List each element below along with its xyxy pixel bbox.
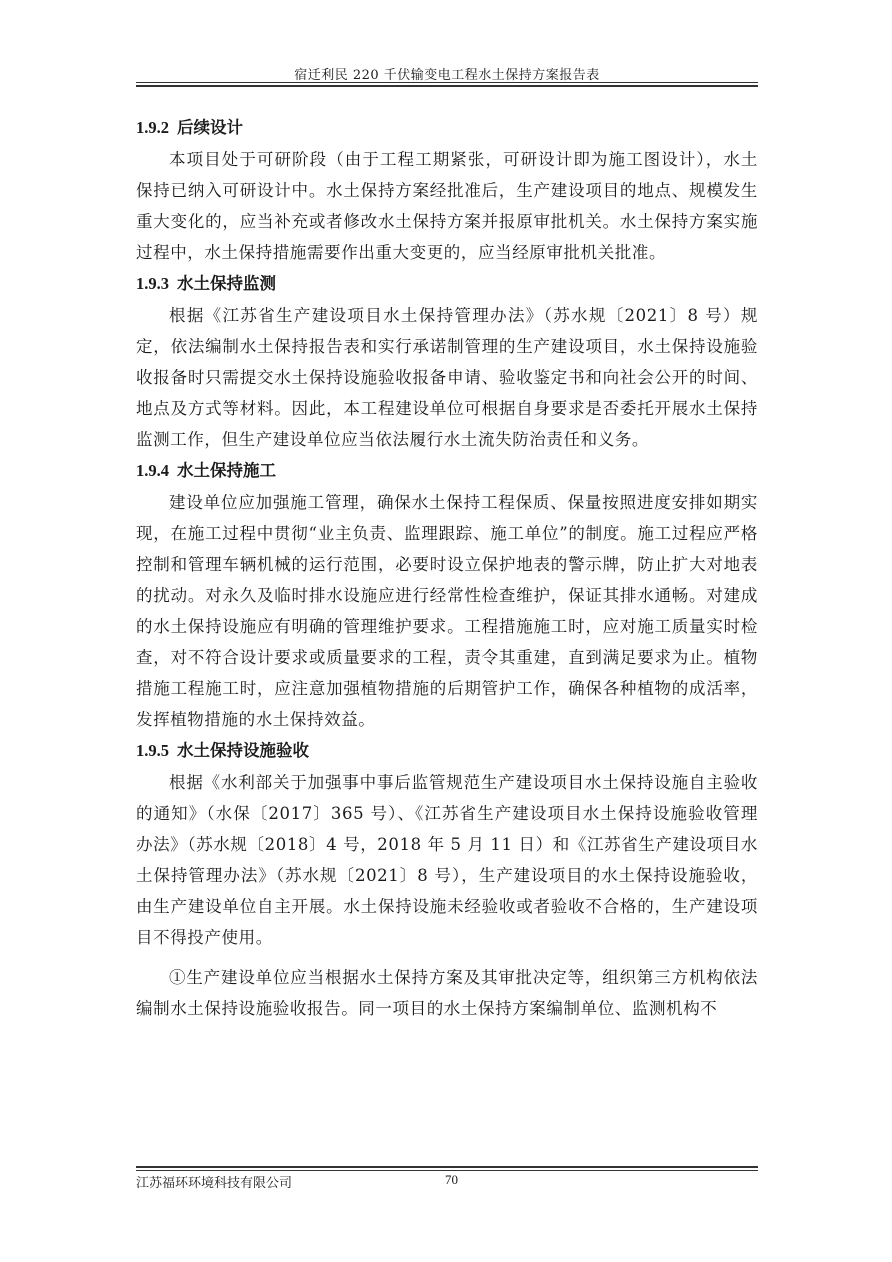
header-divider-thick [136,85,758,87]
section-number: 1.9.5 [136,741,169,760]
paragraph: 根据《江苏省生产建设项目水土保持管理办法》（苏水规〔2021〕8 号）规定，依法编制水土保持报告表和实行承诺制管理的生产建设项目，水土保持设施验收报备时只需提交水土保持设施验收报备申请、验收鉴定书和向社会公开的时间、地点及方式等材料。因此，本工程建设单位可根据自身要求是否委托开展水土保持监测工作，但生产建设单位应当依法履行水土流失防治责任和义务。 [136,306,758,449]
footer-company-name: 江苏福环环境科技有限公司 [136,1176,293,1191]
section-title: 后续设计 [177,118,243,137]
section-heading-1-9-5 [136,735,758,767]
section-title: 水土保持施工 [177,461,276,480]
paragraph: 根据《水利部关于加强事中事后监管规范生产建设项目水土保持设施自主验收的通知》（水保〔2017〕365 号）、《江苏省生产建设项目水土保持设施验收管理办法》（苏水规〔2018〕4 号，2018 年 5 月 11 日）和《江苏省生产建设项目水土保持管理办法》（苏水规〔2021〕8 号），生产建设项目的水土保持设施验收，由生产建设单位自主开展。水土保持设施未经验收或者验收不合格的，生产建设项目不得投产使用。 [136,773,758,947]
footer-divider-thick [136,1166,758,1168]
page-number: 70 [445,1172,458,1187]
page-header-title: 宿迁利民 220 千伏输变电工程水土保持方案报告表 [294,68,600,83]
paragraph: 本项目处于可研阶段（由于工程工期紧张，可研设计即为施工图设计），水土保持已纳入可研设计中。水土保持方案经批准后，生产建设项目的地点、规模发生重大变化的，应当补充或者修改水土保持方案并报原审批机关。水土保持方案实施过程中，水土保持措施需要作出重大变更的，应当经原审批机关批准。 [136,150,758,262]
page-content [136,112,758,1024]
section-heading-1-9-2 [136,112,758,144]
section-heading-1-9-3 [136,268,758,300]
header-divider [136,82,758,83]
paragraph: ①生产建设单位应当根据水土保持方案及其审批决定等，组织第三方机构依法编制水土保持设施验收报告。同一项目的水土保持方案编制单位、监测机构不 [136,968,758,1018]
section-number: 1.9.3 [136,274,169,293]
section-number: 1.9.4 [136,461,169,480]
paragraph: 建设单位应加强施工管理，确保水土保持工程保质、保量按照进度安排如期实现，在施工过程中贯彻“业主负责、监理跟踪、施工单位”的制度。施工过程应严格控制和管理车辆机械的运行范围，必要时设立保护地表的警示牌，防止扩大对地表的扰动。对永久及临时排水设施应进行经常性检查维护，保证其排水通畅。对建成的水土保持设施应有明确的管理维护要求。工程措施施工时，应对施工质量实时检查，对不符合设计要求或质量要求的工程，责令其重建，直到满足要求为止。植物措施工程施工时，应注意加强植物措施的后期管护工作，确保各种植物的成活率，发挥植物措施的水土保持效益。 [136,493,758,729]
section-title: 水土保持监测 [177,274,276,293]
section-number: 1.9.2 [136,118,169,137]
footer-divider [136,1170,758,1171]
section-title: 水土保持设施验收 [177,741,309,760]
section-heading-1-9-4 [136,455,758,487]
